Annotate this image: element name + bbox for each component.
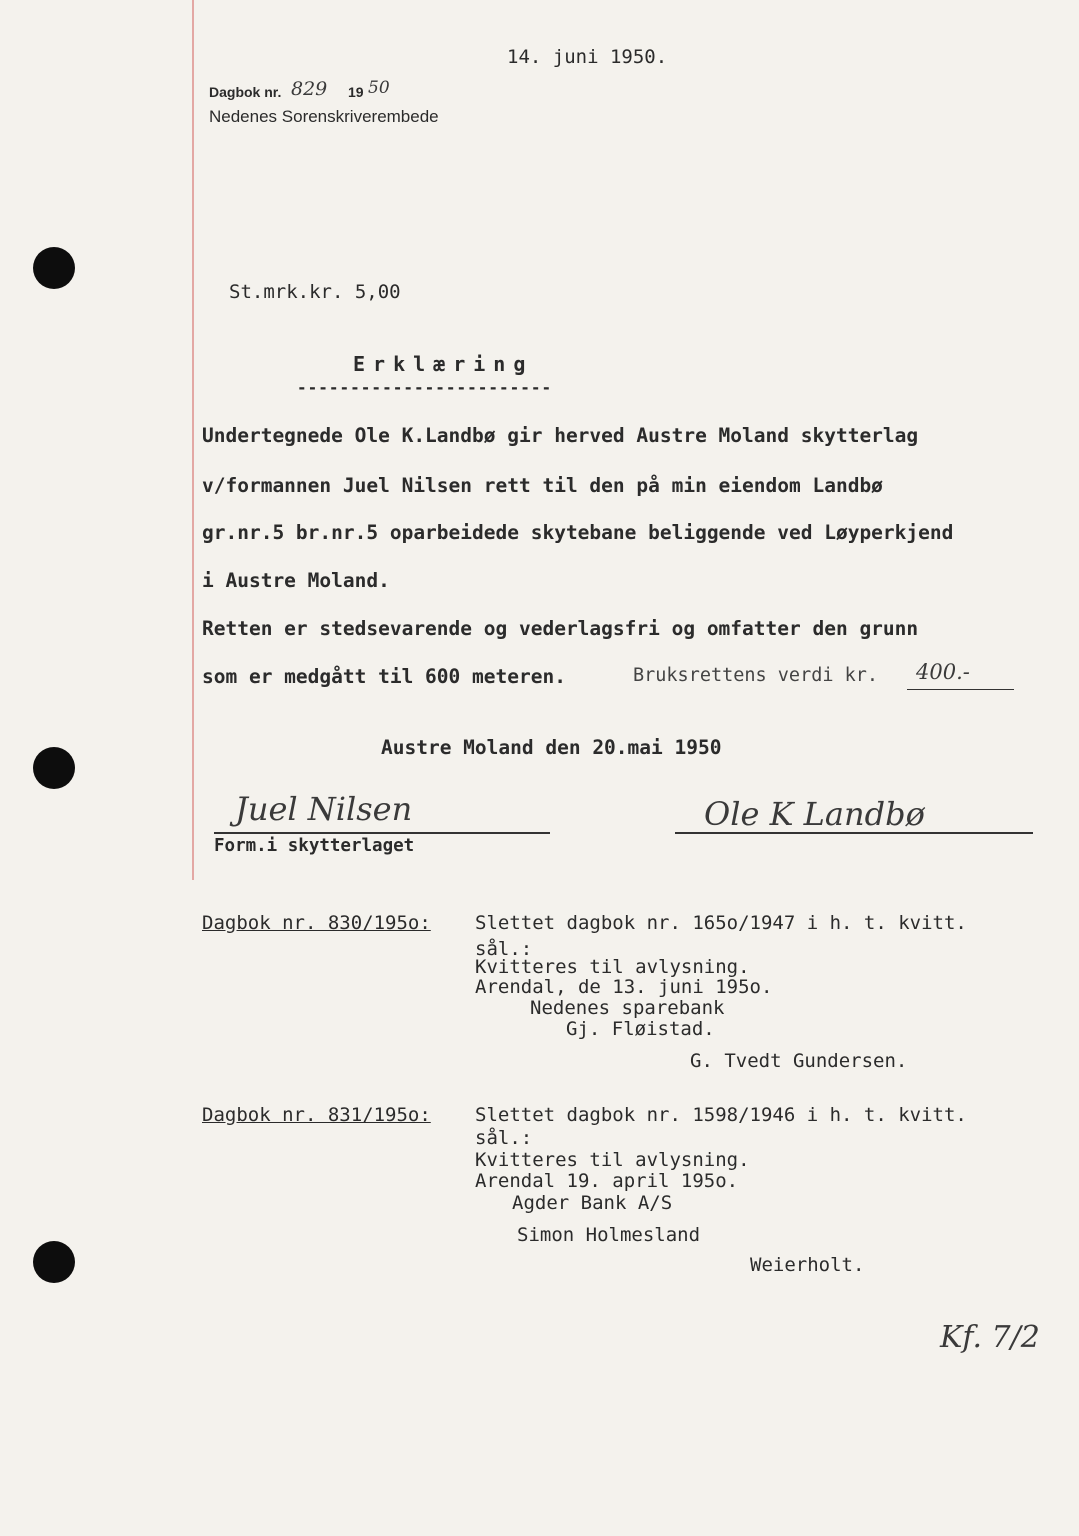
value-label: Bruksrettens verdi kr. (633, 665, 879, 686)
entry-830-line-2: sål.: (475, 938, 533, 960)
document-date: 14. juni 1950. (507, 46, 668, 68)
entry-830-line-1: Slettet dagbok nr. 165o/1947 i h. t. kvitt. (475, 912, 967, 934)
entry-831-line-3: Kvitteres til avlysning. (475, 1149, 750, 1171)
declaration-line-1: Undertegnede Ole K.Landbø gir herved Austre Moland skytterlag (202, 424, 919, 447)
margin-note-handwritten: Kf. 7/2 (940, 1320, 1040, 1355)
entry-830-line-4: Arendal, de 13. juni 195o. (475, 976, 773, 998)
declaration-line-6: som er medgått til 600 meteren. (202, 665, 566, 688)
entry-831-line-6: Simon Holmesland (517, 1224, 701, 1246)
declaration-line-4: i Austre Moland. (202, 569, 390, 592)
punch-hole-top (33, 247, 75, 289)
declaration-line-3: gr.nr.5 br.nr.5 oparbeidede skytebane beliggende ved Løyperkjend (202, 521, 954, 544)
signature-left: Juel Nilsen (235, 790, 413, 828)
punch-hole-bottom (33, 1241, 75, 1283)
entry-830-label: Dagbok nr. 830/195o: (202, 912, 431, 934)
entry-831-line-1: Slettet dagbok nr. 1598/1946 i h. t. kvitt. (475, 1104, 967, 1126)
dagbok-number-handwritten: 829 (291, 78, 328, 100)
signature-right: Ole K Landbø (704, 795, 925, 833)
entry-831-label: Dagbok nr. 831/195o: (202, 1104, 431, 1126)
title-underline: ------------------------ (297, 378, 553, 397)
entry-830-line-5: Nedenes sparebank (530, 997, 725, 1019)
entry-831-line-2: sål.: (475, 1127, 533, 1149)
place-date: Austre Moland den 20.mai 1950 (381, 736, 722, 759)
declaration-line-5: Retten er stedsevarende og vederlagsfri og omfatter den grunn (202, 617, 919, 640)
office-stamp: Nedenes Sorenskriverembede (209, 107, 439, 126)
dagbok-year-handwritten: 50 (368, 78, 390, 98)
signature-left-caption: Form.i skytterlaget (214, 836, 415, 856)
entry-831-line-5: Agder Bank A/S (512, 1192, 673, 1214)
punch-hole-middle (33, 747, 75, 789)
signature-right-line (675, 832, 1033, 834)
entry-831-line-7: Weierholt. (750, 1254, 865, 1276)
entry-830-line-7: G. Tvedt Gundersen. (690, 1050, 908, 1072)
dagbok-year-print: 19 (348, 84, 364, 100)
margin-line (192, 0, 194, 880)
entry-830-line-3: Kvitteres til avlysning. (475, 956, 750, 978)
dagbok-stamp-label: Dagbok nr. (209, 84, 282, 100)
entry-830-line-6: Gj. Fløistad. (566, 1018, 715, 1040)
value-handwritten: 400.- (916, 660, 970, 684)
signature-left-line (214, 832, 550, 834)
entry-831-line-4: Arendal 19. april 195o. (475, 1170, 739, 1192)
declaration-line-2: v/formannen Juel Nilsen rett til den på min eiendom Landbø (202, 474, 883, 497)
value-underline (907, 689, 1014, 690)
declaration-title: Erklæring (353, 352, 534, 376)
stamp-fee: St.mrk.kr. 5,00 (229, 281, 401, 303)
